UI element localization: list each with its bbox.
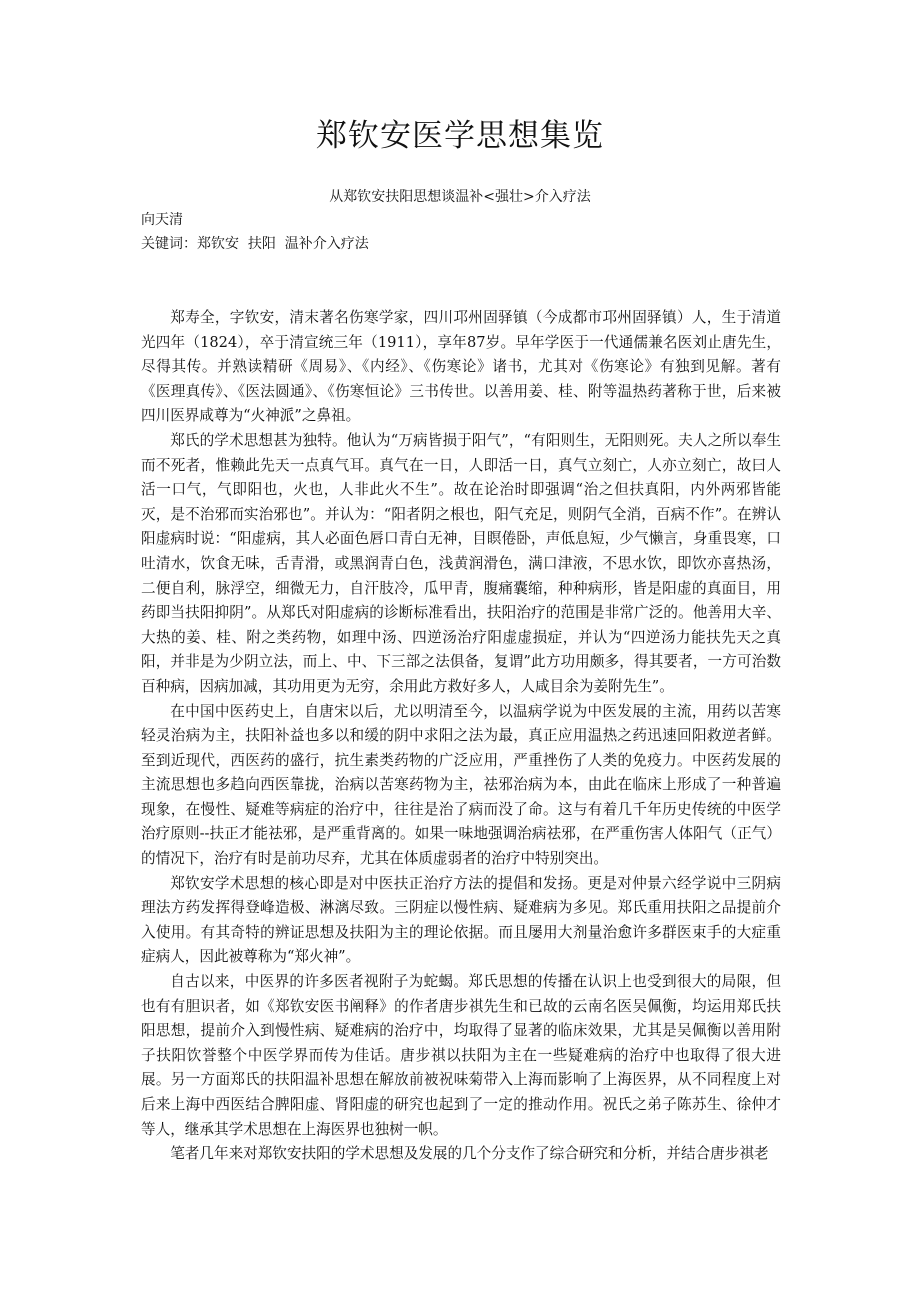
document-title: 郑钦安医学思想集览 (316, 118, 604, 154)
keywords-line: 关键词：郑钦安 扶阳 温补介入疗法 (141, 236, 369, 252)
author-name: 向天清 (141, 212, 183, 228)
document-subtitle: 从郑钦安扶阳思想谈温补<强壮>介入疗法 (329, 189, 591, 205)
paragraph: 郑钦安学术思想的核心即是对中医扶正治疗方法的提倡和发扬。更是对仲景六经学说中三阴病理法方药发挥得登峰造极、淋漓尽致。三阴症以慢性病、疑难病为多见。郑氏重用扶阳之品提前介入使用。有其奇特的辨证思想及扶阳为主的理论依据。而且屡用大剂量治愈许多群医束手的大症重症病人，因此被尊称为“郑火神”。 (141, 874, 781, 966)
paragraph: 在中国中医药史上，自唐宋以后，尤以明清至今，以温病学说为中医发展的主流，用药以苦寒轻灵治病为主，扶阳补益也多以和缓的阴中求阳之法为最，真正应用温热之药迅速回阳救逆者鲜。至到近现代，西医药的盛行，抗生素类药物的广泛应用，严重挫伤了人类的免疫力。中医药发展的主流思想也多趋向西医靠拢，治病以苦寒药物为主，祛邪治病为本，由此在临床上形成了一种普遍现象，在慢性、疑难等病症的治疗中，往往是治了病而没了命。这与有着几千年历史传统的中医学治疗原则--扶正才能祛邪，是严重背离的。如果一味地强调治病祛邪，在严重伤害人体阳气（正气）的情况下，治疗有时是前功尽弃，尤其在体质虚弱者的治疗中特别突出。 (141, 702, 781, 868)
paragraph: 郑氏的学术思想甚为独特。他认为“万病皆损于阳气”，“有阳则生，无阳则死。夫人之所以奉生而不死者，惟赖此先天一点真气耳。真气在一日，人即活一日，真气立刻亡，人亦立刻亡，故曰人活一口气，气即阳也，火也，人非此火不生”。故在论治时即强调“治之但扶真阳，内外两邪皆能灭，是不治邪而实治邪也”。并认为：“阳者阴之根也，阳气充足，则阴气全消，百病不作”。在辨认阳虚病时说：“阳虚病，其人必面色唇口青白无神，目瞑倦卧，声低息短，少气懒言，身重畏寒，口吐清水，饮食无味，舌青滑，或黑润青白色，浅黄润滑色，满口津液，不思水饮，即饮亦喜热汤，二便自利，脉浮空，细微无力，自汗肢冷，瓜甲青，腹痛囊缩，种种病形，皆是阳虚的真面目，用药即当扶阳抑阴”。从郑氏对阳虚病的诊断标准看出，扶阳治疗的范围是非常广泛的。他善用大辛、大热的姜、桂、附之类药物，如理中汤、四逆汤治疗阳虚虚损症，并认为“四逆汤力能扶先天之真阳，并非是为少阴立法，而上、中、下三部之法俱备，复谓”此方功用颇多，得其要者，一方可治数百种病，因病加减，其功用更为无穷，余用此方救好多人，人咸目余为姜附先生”。 (141, 431, 781, 695)
paragraph: 笔者几年来对郑钦安扶阳的学术思想及发展的几个分支作了综合研究和分析，并结合唐步祺老 (170, 1145, 769, 1163)
paragraph: 自古以来，中医界的许多医者视附子为蛇蝎。郑氏思想的传播在认识上也受到很大的局限，但也有有胆识者，如《郑钦安医书阐释》的作者唐步祺先生和已故的云南名医吴佩衡，均运用郑氏扶阳思想，提前介入到慢性病、疑难病的治疗中，均取得了显著的临床效果，尤其是吴佩衡以善用附子扶阳饮誉整个中医学界而传为佳话。唐步祺以扶阳为主在一些疑难病的治疗中也取得了很大进展。另一方面郑氏的扶阳温补思想在解放前被祝味菊带入上海而影响了上海医界，从不同程度上对后来上海中西医结合脾阳虚、肾阳虚的研究也起到了一定的推动作用。祝氏之弟子陈苏生、徐仲才等人，继承其学术思想在上海医界也独树一帜。 (141, 973, 781, 1138)
body-text (141, 306, 781, 1167)
paragraph: 郑寿全，字钦安，清末著名伤寒学家，四川邛州固驿镇（今成都市邛州固驿镇）人，生于清道光四年（1824），卒于清宣统三年（1911），享年87岁。早年学医于一代通儒兼名医刘止唐先生，尽得其传。并熟读精研《周易》、《内经》、《伤寒论》诸书，尤其对《伤寒论》有独到见解。著有《医理真传》、《医法圆通》、《伤寒恒论》三书传世。以善用姜、桂、附等温热药著称于世，后来被四川医界咸尊为“火神派”之鼻祖。 (141, 309, 781, 425)
